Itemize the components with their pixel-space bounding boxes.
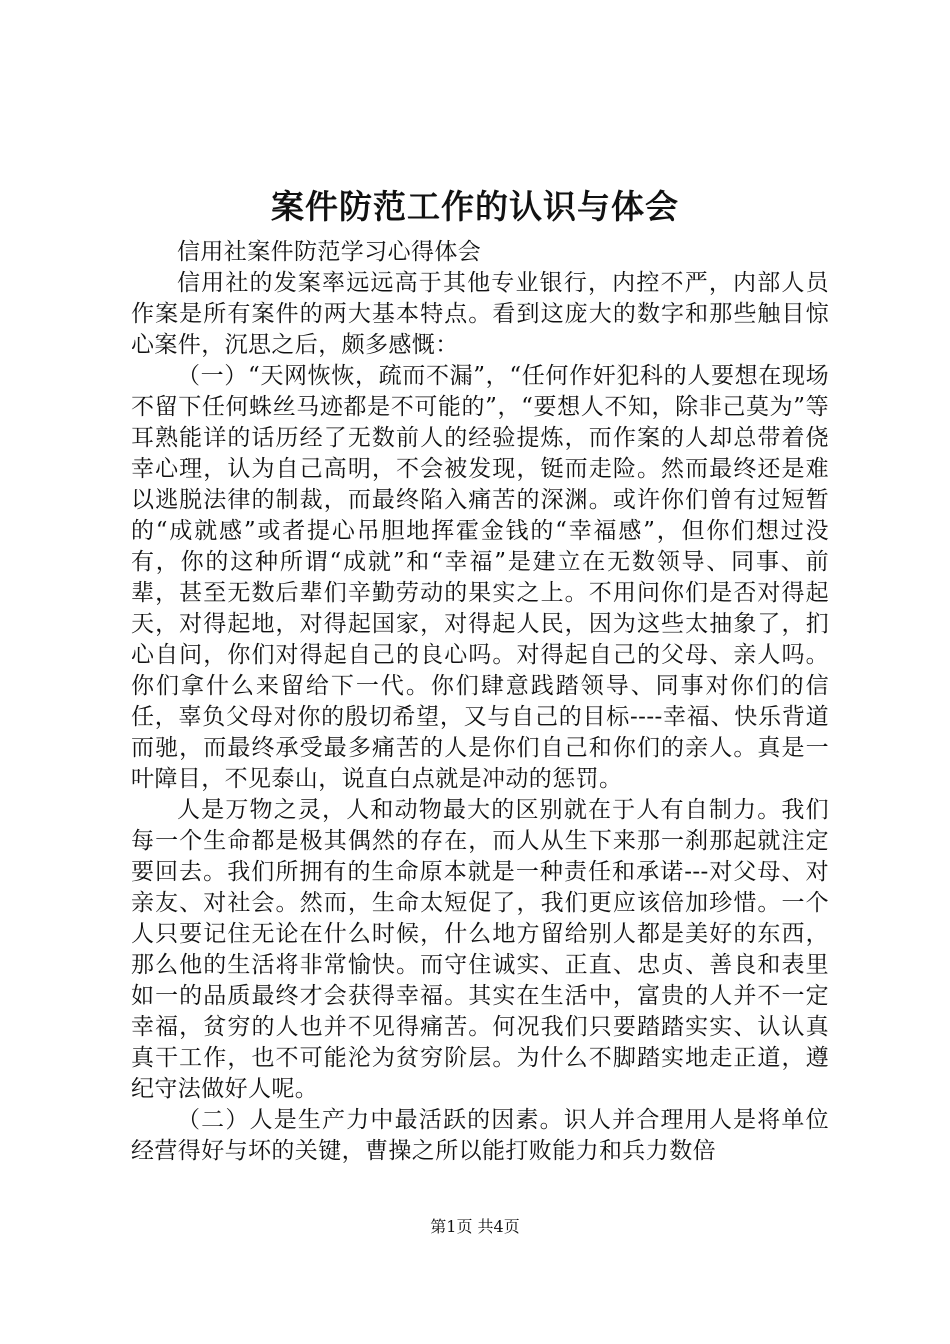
page-number-footer: 第1页 共4页	[430, 1217, 520, 1236]
document-title: 案件防范工作的认识与体会	[271, 187, 679, 226]
document-subtitle: 信用社案件防范学习心得体会	[177, 239, 482, 265]
body-paragraph: 信用社的发案率远远高于其他专业银行，内控不严，内部人员作案是所有案件的两大基本特点。看到这庞大的数字和那些触目惊心案件，沉思之后，颇多感慨：	[131, 270, 829, 358]
body-paragraph: （二）人是生产力中最活跃的因素。识人并合理用人是将单位经营得好与坏的关键，曹操之所以能打败能力和兵力数倍	[131, 1107, 829, 1164]
body-paragraph: （一）“天网恢恢，疏而不漏”，“任何作奸犯科的人要想在现场不留下任何蛛丝马迹都是不可能的”，“要想人不知，除非己莫为”等耳熟能详的话历经了无数前人的经验提炼，而作案的人却总带着侥幸心理，认为自己高明，不会被发现，铤而走险。然而最终还是难以逃脱法律的制裁，而最终陷入痛苦的深渊。或许你们曾有过短暂的“成就感”或者提心吊胆地挥霍金钱的“幸福感”，但你们想过没有，你的这种所谓“成就”和“幸福”是建立在无数领导、同事、前辈，甚至无数后辈们辛勤劳动的果实之上。不用问你们是否对得起天，对得起地，对得起国家，对得起人民，因为这些太抽象了，扪心自问，你们对得起自己的良心吗。对得起自己的父母、亲人吗。你们拿什么来留给下一代。你们肆意践踏领导、同事对你们的信任，辜负父母对你的殷切希望，又与自己的目标----幸福、快乐背道而驰，而最终承受最多痛苦的人是你们自己和你们的亲人。真是一叶障目，不见泰山，说直白点就是冲动的惩罚。	[131, 363, 829, 792]
body-paragraph: 人是万物之灵，人和动物最大的区别就在于人有自制力。我们每一个生命都是极其偶然的存在，而人从生下来那一刹那起就注定要回去。我们所拥有的生命原本就是一种责任和承诺---对父母、对亲友、对社会。然而，生命太短促了，我们更应该倍加珍惜。一个人只要记住无论在什么时候，什么地方留给别人都是美好的东西，那么他的生活将非常愉快。而守住诚实、正直、忠贞、善良和表里如一的品质最终才会获得幸福。其实在生活中，富贵的人并不一定幸福，贫穷的人也并不见得痛苦。何况我们只要踏踏实实、认认真真干工作，也不可能沦为贫穷阶层。为什么不脚踏实地走正道，遵纪守法做好人呢。	[131, 797, 829, 1102]
document-body	[131, 237, 829, 1167]
